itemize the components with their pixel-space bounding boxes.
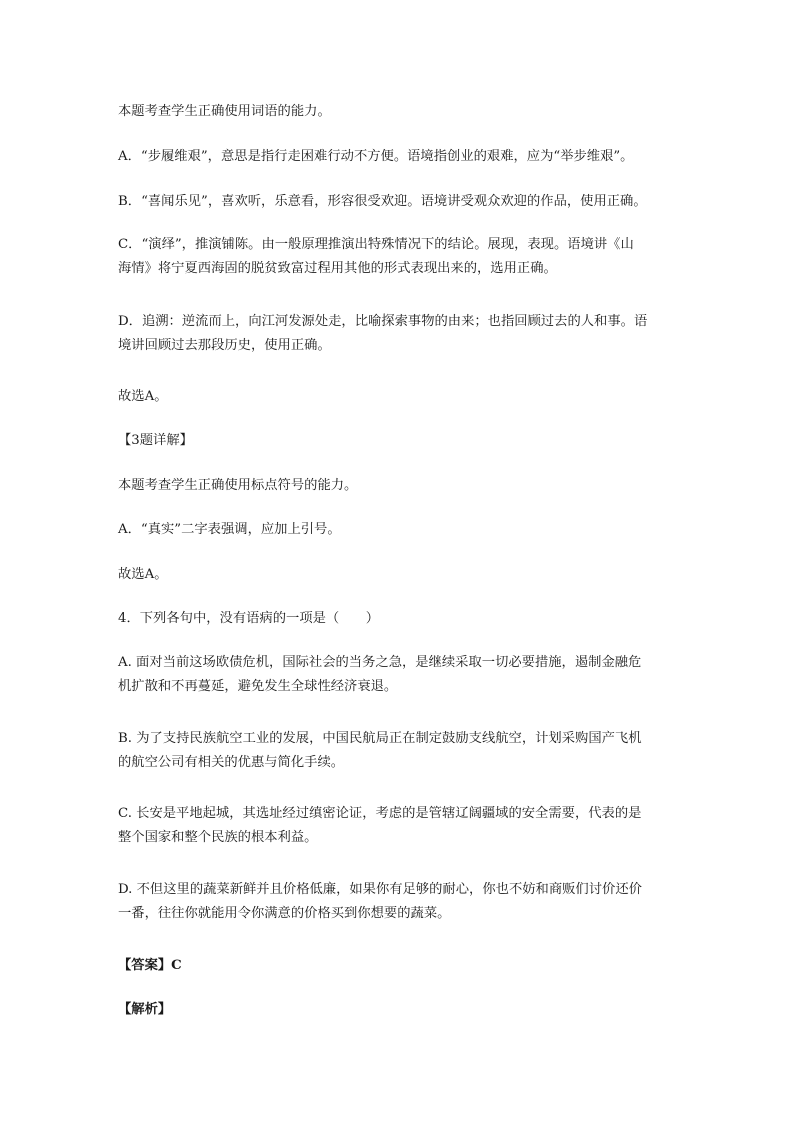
text-line: 境讲回顾过去那段历史，使用正确。 <box>118 338 331 353</box>
text-line: A．“步履维艰”，意思是指行走困难行动不方便。语境指创业的艰难，应为“举步维艰”。 <box>118 149 634 164</box>
paragraph-option-a-word <box>118 145 678 169</box>
question-4-option-b <box>118 727 678 775</box>
text-line: 海情》将宁夏西海固的脱贫致富过程用其他的形式表现出来的，选用正确。 <box>118 261 557 276</box>
analysis-label <box>118 998 678 1022</box>
paragraph-option-a-punctuation <box>118 518 678 542</box>
text-line: 本题考查学生正确使用标点符号的能力。 <box>118 478 358 493</box>
text-line: 【解析】 <box>118 1002 172 1017</box>
paragraph-option-c-word <box>118 233 678 281</box>
text-line: B．“喜闻乐见”，喜欢听，乐意看，形容很受欢迎。语境讲受观众欢迎的作品，使用正确。 <box>118 194 647 209</box>
paragraph-intro-word-usage <box>118 100 678 124</box>
answer-label <box>118 954 678 978</box>
paragraph-option-b-word <box>118 190 678 214</box>
question-4-stem <box>118 607 678 631</box>
section-heading-q3-detail <box>118 429 678 453</box>
paragraph-answer-choice-1 <box>118 385 678 409</box>
text-line: 的航空公司有相关的优惠与简化手续。 <box>118 755 345 770</box>
text-line: B. 为了支持民族航空工业的发展，中国民航局正在制定鼓励支线航空，计划采购国产飞机 <box>118 731 642 746</box>
question-4-option-c <box>118 802 678 850</box>
text-line: 故选A。 <box>118 389 168 404</box>
text-line: 一番，往往你就能用令你满意的价格买到你想要的蔬菜。 <box>118 906 451 921</box>
text-line: C．“演绎”，推演铺陈。由一般原理推演出特殊情况下的结论。展现，表现。语境讲《山 <box>118 237 634 252</box>
text-line: 整个国家和整个民族的根本利益。 <box>118 830 318 845</box>
text-line: D. 不但这里的蔬菜新鲜并且价格低廉，如果你有足够的耐心，你也不妨和商贩们讨价还价 <box>118 882 642 897</box>
paragraph-answer-choice-2 <box>118 563 678 587</box>
text-line: A. 面对当前这场欧债危机，国际社会的当务之急，是继续采取一切必要措施，遏制金融危 <box>118 655 642 670</box>
text-line: C. 长安是平地起城，其选址经过缜密论证，考虑的是管辖辽阔疆域的安全需要，代表的是 <box>118 806 642 821</box>
question-4-option-a <box>118 651 678 699</box>
text-line: A．“真实”二字表强调，应加上引号。 <box>118 522 341 537</box>
text-line: 故选A。 <box>118 567 168 582</box>
text-line: D．追溯：逆流而上，向江河发源处走，比喻探索事物的由来；也指回顾过去的人和事。语 <box>118 314 648 329</box>
paragraph-option-d-word <box>118 310 678 358</box>
text-line: 本题考查学生正确使用词语的能力。 <box>118 104 331 119</box>
text-line: 机扩散和不再蔓延，避免发生全球性经济衰退。 <box>118 679 398 694</box>
text-line: 【答案】C <box>118 958 182 973</box>
text-line: 4．下列各句中，没有语病的一项是（ ） <box>118 611 380 626</box>
question-4-option-d <box>118 878 678 926</box>
paragraph-intro-punctuation <box>118 474 678 498</box>
text-line: 【3题详解】 <box>118 433 193 448</box>
